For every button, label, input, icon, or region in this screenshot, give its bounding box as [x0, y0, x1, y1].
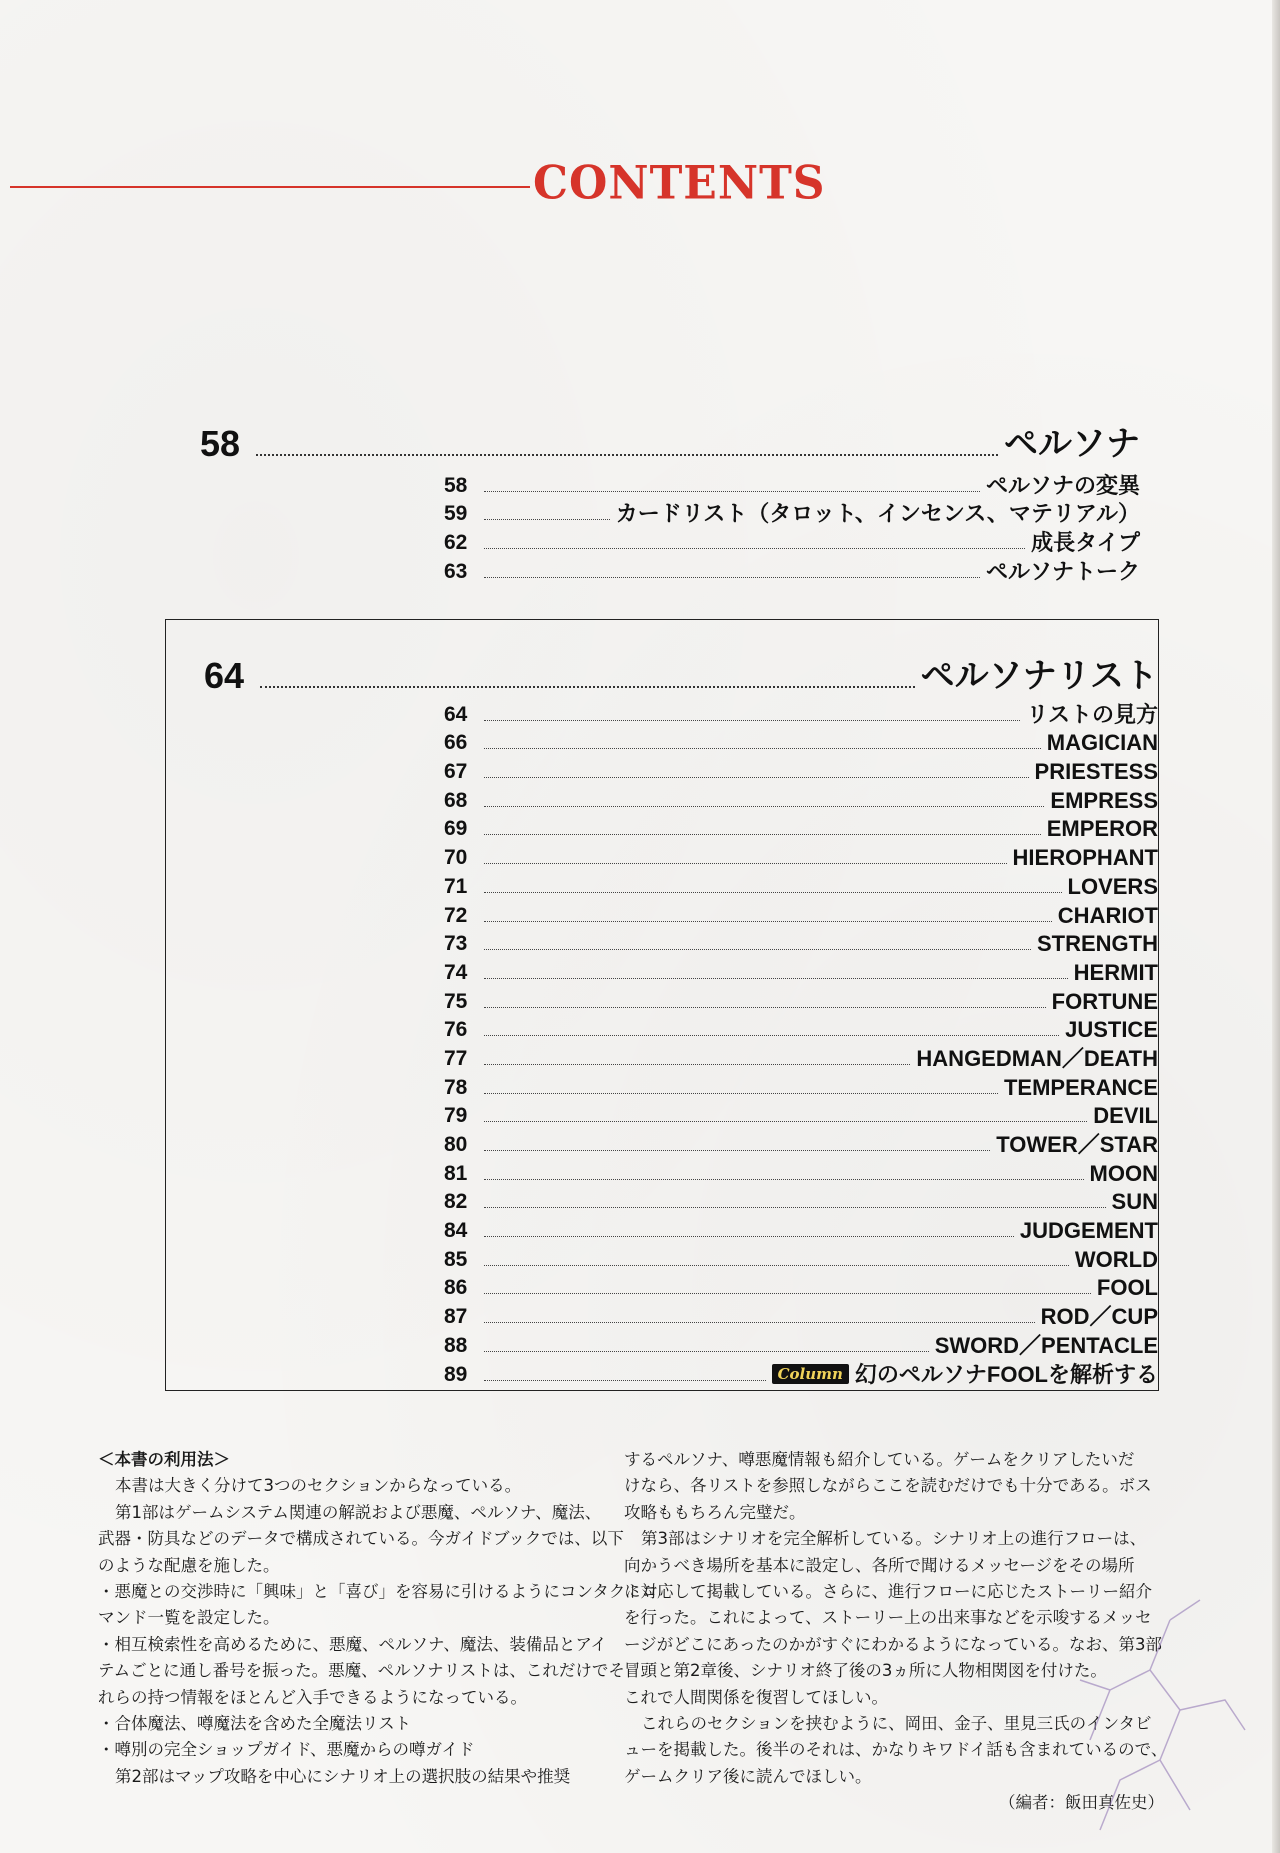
toc-sub-title: JUSTICE: [1065, 1017, 1158, 1043]
toc-sub-page: 62: [444, 531, 468, 555]
toc-sub-entry[interactable]: [444, 1129, 1158, 1158]
leader-dots: [484, 577, 980, 578]
toc-sub-entry[interactable]: [444, 957, 1158, 986]
toc-sub-entry[interactable]: [444, 756, 1158, 785]
toc-sub-entry[interactable]: [444, 785, 1158, 814]
leader-dots: [260, 686, 915, 688]
toc-main-title: ペルソナリスト: [920, 656, 1158, 696]
toc-sub-entry[interactable]: [444, 871, 1158, 900]
notes-line: 第2部はマップ攻略を中心にシナリオ上の選択肢の結果や推奨: [115, 1766, 571, 1786]
toc-sub-page: 69: [444, 817, 468, 841]
toc-sub-entry[interactable]: [444, 900, 1158, 929]
leader-dots: [484, 1207, 1106, 1208]
leader-dots: [484, 1380, 766, 1381]
notes-line: （編者：飯田真佐史）: [999, 1793, 1164, 1813]
crack-decoration: [1050, 1580, 1250, 1840]
leader-dots: [484, 892, 1062, 893]
toc-sub-title: FORTUNE: [1051, 988, 1158, 1014]
toc-sub-page: 67: [444, 760, 468, 784]
toc-sub-title: MAGICIAN: [1046, 730, 1158, 756]
toc-main-entry[interactable]: [200, 418, 1140, 466]
toc-sub-title: TEMPERANCE: [1003, 1074, 1158, 1100]
toc-sub-title: CHARIOT: [1057, 902, 1158, 928]
notes-line: 向かうべき場所を基本に設定し、各所で聞けるメッセージをその場所: [624, 1555, 1135, 1575]
leader-dots: [484, 978, 1068, 979]
toc-sub-title: SWORD／PENTACLE: [934, 1332, 1158, 1358]
toc-main-page: 58: [200, 423, 241, 464]
leader-dots: [484, 777, 1029, 778]
toc-sub-entry[interactable]: [444, 1273, 1158, 1302]
notes-line: に対応して掲載している。さらに、進行フローに応じたストーリー紹介: [624, 1582, 1152, 1602]
notes-line: これらのセクションを挟むように、岡田、金子、里見三氏のインタビ: [641, 1714, 1152, 1734]
toc-sub-title: HIEROPHANT: [1012, 845, 1158, 871]
toc-sub-page: 77: [444, 1046, 468, 1070]
toc-sub-title: DEVIL: [1093, 1103, 1158, 1129]
toc-sub-page: 63: [444, 559, 468, 583]
toc-sub-list: [444, 470, 1140, 585]
toc-sub-list: [444, 699, 1158, 1388]
leader-dots: [484, 1007, 1046, 1008]
toc-sub-entry[interactable]: [444, 1015, 1158, 1044]
leader-dots: [484, 863, 1007, 864]
toc-sub-title-text: 幻のペルソナFOOLを解析する: [854, 1361, 1158, 1387]
toc-sub-page: 76: [444, 1018, 468, 1042]
toc-sub-page: 89: [444, 1362, 468, 1386]
toc-sub-entry[interactable]: [444, 1158, 1158, 1187]
toc-sub-page: 85: [444, 1247, 468, 1271]
toc-sub-title: EMPRESS: [1050, 787, 1158, 813]
toc-sub-page: 71: [444, 874, 468, 898]
toc-sub-title: HERMIT: [1073, 959, 1158, 985]
notes-line: ・相互検索性を高めるために、悪魔、ペルソナ、魔法、装備品とアイ: [98, 1634, 607, 1654]
column-badge: Column: [772, 1364, 849, 1384]
toc-section-persona-list: [165, 619, 1159, 1391]
toc-sub-entry[interactable]: [444, 1187, 1158, 1216]
leader-dots: [484, 1351, 929, 1352]
toc-sub-page: 64: [444, 702, 468, 726]
toc-sub-page: 84: [444, 1219, 468, 1243]
notes-line: 第3部はシナリオを完全解析している。シナリオ上の進行フローは、: [641, 1529, 1147, 1549]
page-edge: [1272, 0, 1280, 1853]
leader-dots: [484, 748, 1041, 749]
toc-sub-page: 80: [444, 1133, 468, 1156]
toc-sub-title: TOWER／STAR: [996, 1132, 1158, 1157]
toc-sub-entry[interactable]: [444, 929, 1158, 958]
toc-sub-title: [772, 1362, 1158, 1388]
leader-dots: [484, 806, 1044, 807]
toc-main-page: 64: [204, 655, 245, 696]
notes-heading: ＜本書の利用法＞: [98, 1450, 230, 1469]
toc-sub-page: 70: [444, 846, 468, 870]
toc-main-title: ペルソナ: [1004, 424, 1140, 464]
toc-sub-page: 68: [444, 788, 468, 812]
notes-line: ・合体魔法、噂魔法を含めた全魔法リスト: [98, 1714, 412, 1734]
notes-line: ・悪魔との交渉時に「興味」と「喜び」を容易に引けるようにコンタクトコ: [98, 1582, 658, 1602]
toc-sub-entry[interactable]: [444, 728, 1158, 757]
leader-dots: [484, 519, 610, 520]
notes-line: ューを掲載した。後半のそれは、かなりキワドイ話も含まれているので、: [624, 1740, 1168, 1760]
toc-sub-title: ペルソナの変異: [985, 472, 1140, 498]
toc-sub-entry[interactable]: [444, 1359, 1158, 1388]
notes-line: 本書は大きく分けて3つのセクションからなっている。: [115, 1476, 522, 1496]
notes-line: れらの持つ情報をほとんど入手できるようになっている。: [98, 1687, 527, 1707]
toc-sub-page: 78: [444, 1075, 468, 1099]
notes-line: けなら、各リストを参照しながらここを読むだけでも十分である。ボス: [624, 1476, 1152, 1496]
page-title: CONTENTS: [533, 156, 826, 211]
leader-dots: [484, 1150, 990, 1151]
header-rule: [10, 186, 530, 188]
toc-sub-entry[interactable]: [444, 1072, 1158, 1101]
toc-sub-entry[interactable]: [444, 1330, 1158, 1359]
toc-sub-entry[interactable]: [444, 814, 1158, 843]
toc-sub-title: HANGEDMAN／DEATH: [916, 1045, 1158, 1071]
notes-line: を行った。これによって、ストーリー上の出来事などを示唆するメッセ: [624, 1608, 1152, 1628]
toc-main-entry[interactable]: [204, 650, 1158, 698]
toc-sub-title: ROD／CUP: [1040, 1304, 1158, 1330]
leader-dots: [484, 834, 1041, 835]
toc-sub-entry[interactable]: [444, 527, 1140, 556]
toc-sub-page: 87: [444, 1305, 468, 1329]
toc-sub-entry[interactable]: [444, 499, 1140, 528]
leader-dots: [484, 1121, 1087, 1122]
toc-sub-entry[interactable]: [444, 1043, 1158, 1072]
toc-sub-page: 74: [444, 960, 468, 984]
leader-dots: [484, 921, 1052, 922]
toc-sub-title: PRIESTESS: [1034, 759, 1158, 785]
toc-sub-page: 72: [444, 903, 468, 927]
toc-sub-page: 66: [444, 731, 468, 755]
toc-sub-title: カードリスト（タロット、インセンス、マテリアル）: [615, 501, 1140, 527]
toc-sub-entry[interactable]: [444, 986, 1158, 1015]
notes-line: ゲームクリア後に読んでほしい。: [624, 1766, 872, 1786]
notes-line: 冒頭と第2章後、シナリオ終了後の3ヵ所に人物相関図を付けた。: [624, 1661, 1107, 1681]
leader-dots: [484, 1293, 1091, 1294]
toc-sub-page: 58: [444, 473, 468, 497]
toc-sub-page: 59: [444, 502, 468, 526]
toc-sub-title: MOON: [1089, 1160, 1158, 1186]
toc-sub-entry[interactable]: [444, 556, 1140, 585]
toc-section-persona: [200, 418, 1140, 585]
notes-line: 攻略ももちろん完璧だ。: [624, 1502, 806, 1522]
leader-dots: [484, 720, 1020, 721]
toc-sub-entry[interactable]: [444, 470, 1140, 499]
leader-dots: [484, 1322, 1035, 1323]
notes-line: マンド一覧を設定した。: [98, 1608, 280, 1628]
toc-sub-entry[interactable]: [444, 1301, 1158, 1330]
toc-sub-entry[interactable]: [444, 1244, 1158, 1273]
toc-sub-page: 75: [444, 989, 468, 1013]
notes-line: 第1部はゲームシステム関連の解説および悪魔、ペルソナ、魔法、: [115, 1502, 602, 1522]
leader-dots: [256, 454, 998, 456]
toc-sub-page: 73: [444, 932, 468, 956]
leader-dots: [484, 1179, 1084, 1180]
toc-sub-title: LOVERS: [1067, 873, 1158, 899]
leader-dots: [484, 1236, 1014, 1237]
notes-line: ージがどこにあったのかがすぐにわかるようになっている。なお、第3部: [624, 1634, 1163, 1654]
leader-dots: [484, 949, 1031, 950]
toc-sub-entry[interactable]: [444, 842, 1158, 871]
toc-sub-title: WORLD: [1074, 1246, 1158, 1272]
toc-sub-page: 79: [444, 1104, 468, 1128]
toc-sub-page: 82: [444, 1190, 468, 1214]
toc-sub-title: 成長タイプ: [1031, 530, 1140, 556]
toc-sub-title: ペルソナトーク: [985, 558, 1140, 584]
toc-sub-entry[interactable]: [444, 1101, 1158, 1130]
leader-dots: [484, 1035, 1059, 1036]
toc-sub-title: JUDGEMENT: [1019, 1218, 1158, 1244]
toc-sub-title: SUN: [1111, 1189, 1158, 1215]
notes-line: するペルソナ、噂悪魔情報も紹介している。ゲームをクリアしたいだ: [624, 1450, 1135, 1469]
notes-line: のような配慮を施した。: [98, 1555, 280, 1575]
leader-dots: [484, 1064, 910, 1065]
notes-line: ・噂別の完全ショップガイド、悪魔からの噂ガイド: [98, 1740, 475, 1760]
notes-left-body: [98, 1473, 658, 1790]
notes-line: これで人間関係を復習してほしい。: [624, 1687, 888, 1707]
notes-line: テムごとに通し番号を振った。悪魔、ペルソナリストは、これだけでそ: [98, 1661, 625, 1681]
toc-sub-title: EMPEROR: [1046, 816, 1158, 842]
toc-sub-title: リストの見方: [1026, 701, 1158, 727]
leader-dots: [484, 548, 1025, 549]
usage-notes-left: [98, 1447, 658, 1790]
toc-sub-page: 88: [444, 1333, 468, 1357]
toc-sub-page: 81: [444, 1161, 468, 1185]
toc-sub-page: 86: [444, 1276, 468, 1300]
leader-dots: [484, 491, 980, 492]
leader-dots: [484, 1093, 998, 1094]
toc-sub-entry[interactable]: [444, 1215, 1158, 1244]
toc-sub-title: FOOL: [1096, 1275, 1158, 1301]
toc-sub-entry[interactable]: [444, 699, 1158, 728]
leader-dots: [484, 1265, 1069, 1266]
notes-line: 武器・防具などのデータで構成されている。今ガイドブックでは、以下: [98, 1529, 624, 1549]
toc-sub-title: STRENGTH: [1037, 931, 1158, 957]
